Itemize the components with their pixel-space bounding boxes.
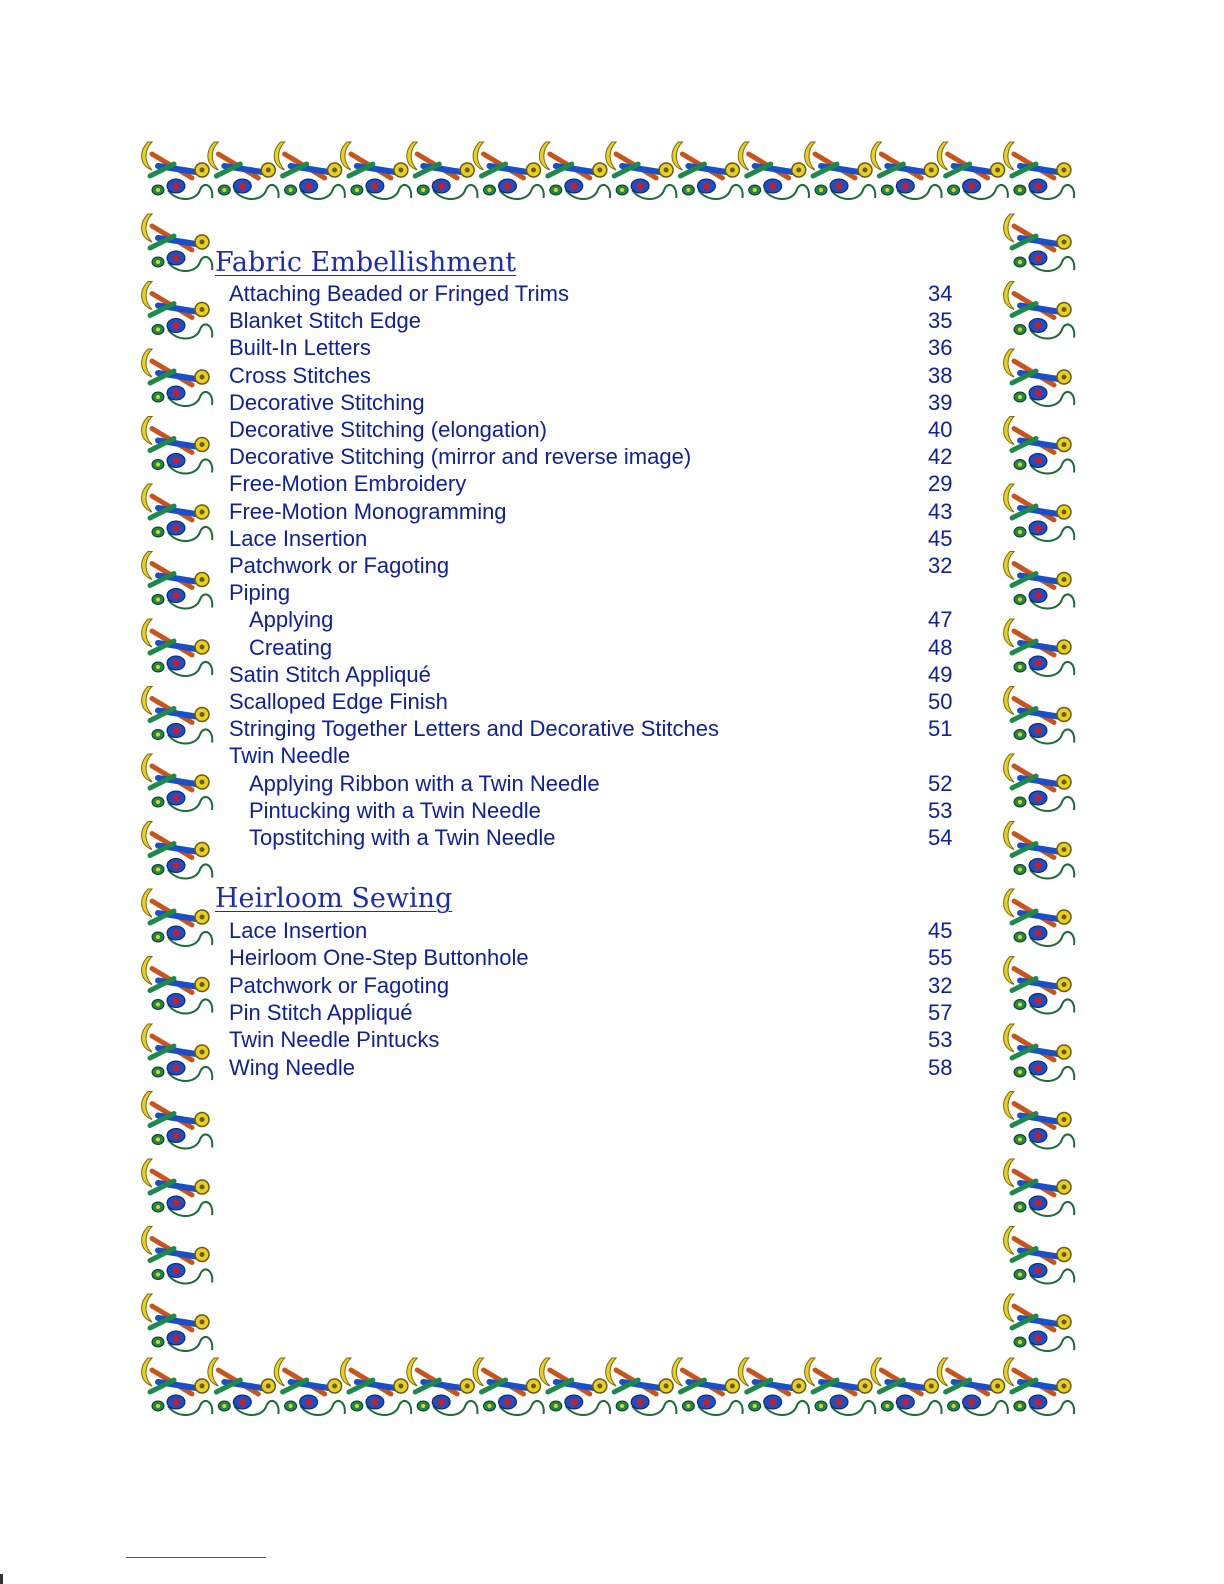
toc-entry-page: 36 bbox=[928, 335, 953, 361]
toc-entry-page: 43 bbox=[928, 498, 953, 524]
toc-entry bbox=[0, 443, 1224, 470]
toc-entry-page: 54 bbox=[928, 825, 953, 850]
scissors-spool-icon bbox=[871, 142, 942, 199]
toc-entry-label: Patchwork or Fagoting bbox=[229, 972, 450, 998]
scissors-spool-icon bbox=[142, 142, 213, 199]
toc-entry-page: 48 bbox=[928, 634, 953, 660]
scissors-spool-icon bbox=[142, 1092, 213, 1149]
toc-entry-page: 57 bbox=[928, 999, 953, 1025]
toc-entry bbox=[0, 470, 1224, 497]
toc-entry-label: Piping bbox=[229, 580, 291, 606]
scissors-spool-icon bbox=[606, 142, 677, 199]
toc-entry bbox=[0, 715, 1224, 742]
scissors-spool-icon bbox=[738, 1358, 809, 1415]
scissors-spool-icon bbox=[672, 1358, 743, 1415]
scissors-spool-icon bbox=[539, 142, 610, 199]
toc-entry bbox=[0, 606, 1224, 633]
toc-entry bbox=[0, 307, 1224, 334]
toc-entry-label: Applying bbox=[249, 607, 334, 633]
toc-entry bbox=[0, 972, 1224, 999]
toc-entry-page: 45 bbox=[928, 525, 953, 551]
scissors-spool-icon bbox=[142, 1159, 213, 1216]
toc-entry bbox=[0, 552, 1224, 579]
toc-entry-page: 58 bbox=[928, 1054, 953, 1080]
toc-entry-label: Satin Stitch Appliqué bbox=[229, 661, 431, 687]
scissors-spool-icon bbox=[142, 214, 213, 271]
scissors-spool-icon bbox=[871, 1358, 942, 1415]
toc-entry-page: 52 bbox=[928, 770, 953, 796]
toc-entry-page: 35 bbox=[928, 308, 953, 334]
toc-entry-label: Applying Ribbon with a Twin Needle bbox=[249, 770, 600, 796]
toc-entry-label: Patchwork or Fagoting bbox=[229, 553, 450, 578]
scissors-spool-icon bbox=[1004, 1294, 1075, 1351]
toc-entry-label: Decorative Stitching (elongation) bbox=[229, 417, 547, 442]
toc-entry-label: Topstitching with a Twin Needle bbox=[249, 825, 556, 850]
scissors-spool-icon bbox=[473, 142, 544, 199]
scissors-spool-icon bbox=[1004, 1227, 1075, 1284]
toc-entry bbox=[0, 688, 1224, 715]
toc-entry bbox=[0, 362, 1224, 389]
toc-entry bbox=[0, 280, 1224, 307]
toc-entry bbox=[0, 334, 1224, 361]
toc-entry-label: Twin Needle bbox=[229, 743, 351, 769]
toc-entry bbox=[0, 389, 1224, 416]
scissors-spool-icon bbox=[142, 1358, 213, 1415]
toc-entry bbox=[0, 661, 1224, 688]
toc-entry-label: Scalloped Edge Finish bbox=[229, 689, 448, 714]
toc-entry bbox=[0, 917, 1224, 944]
toc-entry-label: Stringing Together Letters and Decorative Stitches bbox=[229, 716, 719, 742]
scissors-spool-icon bbox=[208, 142, 279, 199]
toc-entry-label: Blanket Stitch Edge bbox=[229, 308, 422, 334]
toc-entry-label: Wing Needle bbox=[229, 1054, 355, 1080]
toc-entry bbox=[0, 797, 1224, 824]
toc-entry-page: 47 bbox=[928, 607, 953, 633]
toc-entry-page: 38 bbox=[928, 362, 953, 388]
section-title-fabric-embellishment: Fabric Embellishment bbox=[215, 247, 517, 278]
scissors-spool-icon bbox=[1004, 214, 1075, 271]
scissors-spool-icon bbox=[1004, 1159, 1075, 1216]
toc-entry bbox=[0, 999, 1224, 1026]
scissors-spool-icon bbox=[738, 142, 809, 199]
toc-entry bbox=[0, 1026, 1224, 1053]
toc-entry-label: Lace Insertion bbox=[229, 918, 368, 943]
scissors-spool-icon bbox=[937, 142, 1008, 199]
toc-entry bbox=[0, 498, 1224, 525]
scissors-spool-icon bbox=[142, 1294, 213, 1351]
toc-entry-page: 45 bbox=[928, 918, 953, 943]
toc-entry-label: Attaching Beaded or Fringed Trims bbox=[229, 281, 569, 306]
scissors-spool-icon bbox=[1003, 1358, 1074, 1415]
toc-entry-page: 29 bbox=[928, 471, 953, 497]
toc-entry-label: Decorative Stitching bbox=[229, 389, 425, 415]
scissors-spool-icon bbox=[805, 1358, 876, 1415]
toc-entry-label: Twin Needle Pintucks bbox=[229, 1027, 440, 1053]
toc-entry-page: 42 bbox=[928, 444, 953, 470]
footer-rule bbox=[126, 1557, 266, 1558]
scissors-spool-icon bbox=[274, 1358, 345, 1415]
toc-entry bbox=[0, 1054, 1224, 1081]
toc-entry bbox=[0, 416, 1224, 443]
scissors-spool-icon bbox=[407, 1358, 478, 1415]
scissors-spool-icon bbox=[937, 1358, 1008, 1415]
toc-entry-page: 39 bbox=[928, 389, 953, 415]
toc-entry-page: 34 bbox=[928, 281, 953, 306]
scissors-spool-icon bbox=[142, 1227, 213, 1284]
toc-entry-page: 40 bbox=[928, 417, 953, 442]
toc-entry bbox=[0, 824, 1224, 851]
toc-entry-page: 55 bbox=[928, 945, 953, 971]
toc-entry bbox=[0, 525, 1224, 552]
toc-entry-label: Pin Stitch Appliqué bbox=[229, 999, 413, 1025]
toc-entry-label: Lace Insertion bbox=[229, 525, 368, 551]
toc-entry-page: 32 bbox=[928, 553, 953, 578]
toc-entry bbox=[0, 742, 1224, 769]
toc-entry-label: Heirloom One-Step Buttonhole bbox=[229, 945, 529, 971]
toc-entry-label: Built-In Letters bbox=[229, 335, 371, 361]
toc-entry-label: Free-Motion Embroidery bbox=[229, 471, 467, 497]
toc-entry bbox=[0, 634, 1224, 661]
section-title-heirloom-sewing: Heirloom Sewing bbox=[215, 883, 453, 914]
scissors-spool-icon bbox=[1004, 1092, 1075, 1149]
scissors-spool-icon bbox=[340, 1358, 411, 1415]
scissors-spool-icon bbox=[274, 142, 345, 199]
scissors-spool-icon bbox=[606, 1358, 677, 1415]
toc-entry bbox=[0, 770, 1224, 797]
toc-entry-label: Pintucking with a Twin Needle bbox=[249, 797, 541, 823]
scissors-spool-icon bbox=[407, 142, 478, 199]
toc-entry-label: Free-Motion Monogramming bbox=[229, 498, 507, 524]
toc-entry-page: 53 bbox=[928, 1027, 953, 1053]
scissors-spool-icon bbox=[805, 142, 876, 199]
scissors-spool-icon bbox=[1003, 142, 1074, 199]
scissors-spool-icon bbox=[672, 142, 743, 199]
toc-entry bbox=[0, 944, 1224, 971]
toc-entry-label: Cross Stitches bbox=[229, 362, 371, 388]
toc-entry-page: 51 bbox=[928, 716, 953, 742]
scissors-spool-icon bbox=[473, 1358, 544, 1415]
toc-entry-page: 53 bbox=[928, 797, 953, 823]
toc-entry-page: 49 bbox=[928, 661, 953, 687]
scissors-spool-icon bbox=[340, 142, 411, 199]
scissors-spool-icon bbox=[539, 1358, 610, 1415]
scissors-spool-icon bbox=[208, 1358, 279, 1415]
toc-entry-label: Creating bbox=[249, 634, 333, 660]
toc-entry-page: 32 bbox=[928, 972, 953, 998]
toc-entry-page: 50 bbox=[928, 689, 953, 714]
margin-tick bbox=[0, 1574, 3, 1584]
toc-entry-label: Decorative Stitching (mirror and reverse image) bbox=[229, 444, 692, 470]
toc-entry bbox=[0, 579, 1224, 606]
